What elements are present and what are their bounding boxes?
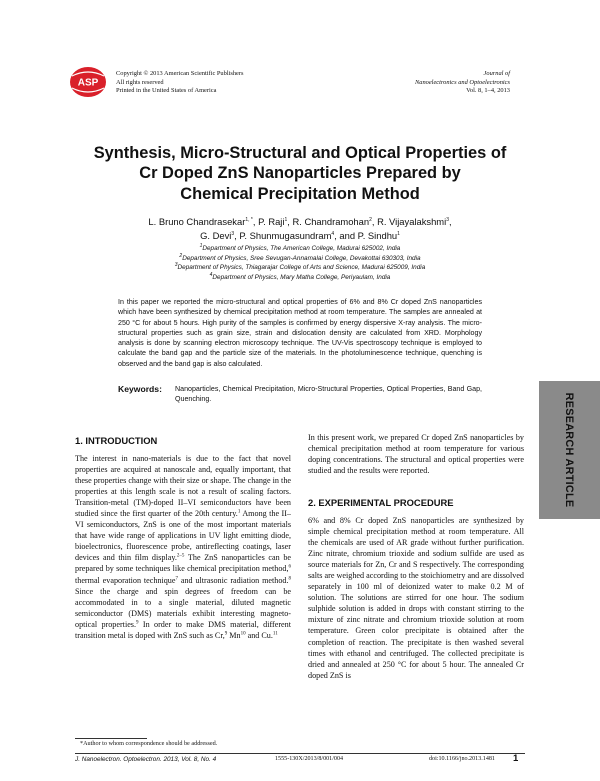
affiliation (70, 244, 530, 254)
affil-sup: 1 (199, 242, 203, 249)
journal-line: Journal of (483, 70, 510, 77)
author-list (70, 215, 530, 243)
citation-ref: 9 (136, 619, 139, 625)
intro-text: thermal evaporation technique (75, 575, 176, 585)
citation-ref: 1 (237, 509, 241, 515)
author-affil-sup: 2 (369, 216, 372, 223)
journal-volume: Vol. 8, 1–4, 2013 (466, 87, 510, 95)
copyright-block (116, 70, 244, 96)
side-tab-label: RESEARCH ARTICLE (563, 392, 575, 508)
copyright-line: Printed in the United States of America (116, 87, 217, 95)
author-affil-sup: 4 (331, 230, 335, 237)
author-affil-sup: 3 (446, 216, 449, 223)
page-number: 1 (513, 753, 519, 764)
footer-rule (75, 753, 525, 754)
affil-text: Department of Physics, Thiagarajar College of Arts and Science, Madurai 625009, India (177, 264, 426, 272)
intro-text: In order to make DMS material, different transition metal is doped with ZnS such as Cr, (75, 619, 291, 640)
author-name: P. Sindhu (357, 230, 398, 241)
citation-ref: 11 (272, 631, 278, 637)
intro-heading: 1. INTRODUCTION (75, 435, 158, 446)
affil-sup: 4 (209, 271, 213, 278)
affiliation (70, 273, 530, 283)
paper-title (70, 143, 530, 204)
author-sep: , (234, 230, 240, 241)
author-sep: , (252, 216, 259, 227)
affiliation (70, 263, 530, 273)
author-sep: , (287, 216, 293, 227)
footer-doi: doi:10.1166/jno.2013.1481 (429, 756, 495, 762)
citation-ref: 7 (175, 575, 178, 581)
author-sep: , (448, 216, 452, 227)
copyright-line: All rights reserved (116, 78, 164, 86)
asp-logo (68, 66, 108, 98)
author-name: G. Devi (200, 230, 232, 241)
experimental-paragraph: 6% and 8% Cr doped ZnS nanoparticles are synthesized by simple chemical precipitation method at room temperature. All the chemicals are used of AR grade without further purification. Zinc nitrate, chromium trioxide and sodium sulfide are used as source materials for Zn, Cr and S respectively. The corresponding salts are weighed according to the stoichiometry and are dissolved separately in 100 ml of deionized water to make 0.2 M of solution. The solutions are stirred for one hour. The sodium sulphide solution is added in drops with constant stirring to the mixture of zinc nitrate and chromium trioxide solution at room temperature. Green color precipitate is obtained after the completion of reaction. The precipitate is then washed several times with ethanol and centrifuged. The collected precipitate is dried and annealed at 250 °C for about 5 hour. The annealed Cr doped ZnS is (308, 516, 524, 680)
intro-continuation: In this present work, we prepared Cr doped ZnS nanoparticles by chemical precipitation method at room temperature for various doping concentrations. The structural and optical properties were studied and the results were reported. (308, 433, 524, 476)
affil-sup: 2 (179, 252, 183, 259)
footer-issn: 1555-130X/2013/8/001/004 (275, 756, 344, 762)
title-line: Cr Doped ZnS Nanoparticles Prepared by (139, 164, 461, 183)
journal-block (415, 70, 510, 96)
intro-paragraph (75, 453, 291, 641)
title-line: Synthesis, Micro-Structural and Optical Properties of (93, 144, 507, 162)
title-line: Chemical Precipitation Method (180, 184, 420, 203)
journal-line: Nanoelectronics and Optoelectronics (414, 78, 510, 86)
affil-text: Department of Physics, Sree Sevugan-Annamalai College, Devakottai 630303, India (182, 254, 421, 262)
citation-ref: 2–5 (176, 553, 185, 559)
footnote: *Author to whom correspondence should be addressed. (80, 740, 218, 747)
citation-ref: 10 (240, 631, 246, 637)
affiliation (70, 254, 530, 264)
author-sep: , and (334, 230, 358, 241)
intro-text: Since the charge and spin degrees of freedom can be accommodated in to a single material, diluted magnetic semiconductor (DMS) materials exhibit interesting magneto-optical properties. (75, 586, 291, 629)
intro-text: Mn (227, 630, 241, 640)
author-affil-sup: 1, * (245, 216, 253, 223)
affil-sup: 3 (174, 262, 178, 269)
author-affil-sup: 1 (397, 230, 400, 237)
abstract: In this paper we reported the micro-structural and optical properties of 6% and 8% Cr doped ZnS nanoparticles which have been synthesized by chemical precipitation method at room temperature. The samples are annealed at 250 °C for about 5 hours. High purity of the samples is confirmed by energy dispersive X-ray analysis. The micro-structural properties such as grain size, strain and dislocation density are calculated from XRD. Morphology analysis is done by scanning electron microscopy technique. The UV-Vis spectroscopy technique is employed to calculate the band gap and the particle size of the materials. In the photoluminescence technique, quenching is observed and the band gap is also calculated. (118, 298, 482, 368)
asp-logo-text: ASP (77, 77, 99, 89)
citation-ref: 9 (224, 631, 228, 637)
author-name: P. Raji (258, 216, 285, 227)
footnote-rule (75, 738, 147, 739)
author-name: R. Vijayalakshmi (377, 216, 447, 227)
intro-text: and Cu. (245, 630, 273, 640)
author-affil-sup: 1 (284, 216, 288, 223)
affil-text: Department of Physics, The American College, Madurai 625002, India (202, 245, 401, 252)
copyright-line: Copyright © 2013 American Scientific Publishers (116, 70, 244, 77)
author-affil-sup: 3 (231, 230, 235, 237)
author-sep: , (371, 216, 378, 227)
intro-text: The interest in nano-materials is due to the fact that novel properties are acquired at nanoscale and, equally important, that these properties change with their size or shape. The change in the properties at this length scale is not a result of scaling factors. Transition-metal (TM)-doped II–VI semiconductors have been studied since the first quarter of the 20th century. (75, 454, 291, 519)
intro-text: The ZnS nanoparticles can be prepared by some techniques like chemical precipitation method, (75, 553, 292, 574)
keywords: Nanoparticles, Chemical Precipitation, Micro-Structural Properties, Optical Properties, Band Gap, Quenching. (175, 385, 482, 403)
author-name: P. Shunmugasundram (239, 230, 332, 241)
author-name: R. Chandramohan (292, 216, 370, 227)
author-name: L. Bruno Chandrasekar (148, 216, 246, 227)
affil-text: Department of Physics, Mary Matha College, Periyaulam, India (212, 273, 391, 281)
research-article-tab (539, 381, 600, 519)
citation-ref: 6 (288, 564, 291, 570)
intro-text: and ultrasonic radiation method. (177, 575, 289, 585)
keywords-label: Keywords: (118, 384, 162, 394)
experimental-heading: 2. EXPERIMENTAL PROCEDURE (308, 497, 454, 508)
footer-citation: J. Nanoelectron. Optoelectron. 2013, Vol. 8, No. 4 (75, 756, 217, 763)
citation-ref: 8 (288, 575, 291, 581)
intro-text: Among the II–VI semiconductors, ZnS is one of the most important materials that have wide range of applications in UV light emitting diode, bioelectronics, fluorescence probe, antireflecting coatings, laser devices and thin film display. (75, 509, 291, 563)
affiliation-list (70, 244, 530, 282)
